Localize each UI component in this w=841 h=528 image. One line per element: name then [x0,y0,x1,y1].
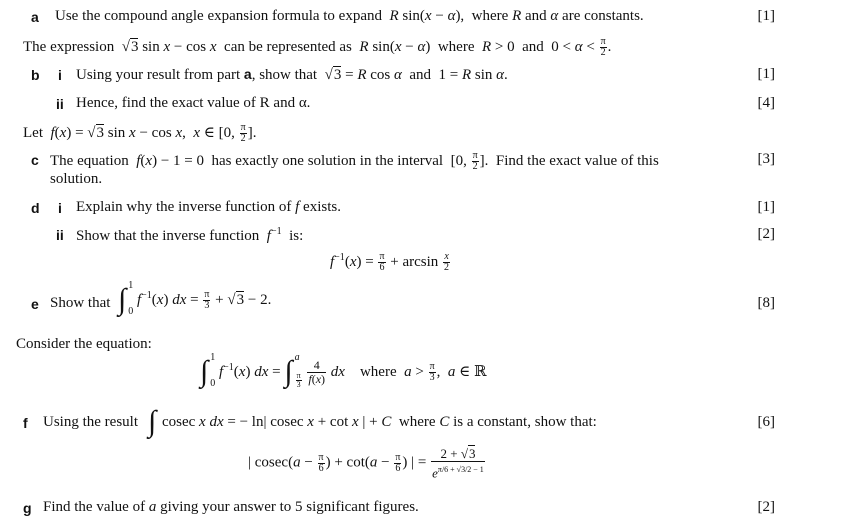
marks: [2] [757,226,775,242]
question-b-i: b i Using your result from part a, show that √3 = R cos α and 1 = R sin α. [1] [31,66,775,83]
marks: [2] [757,499,775,515]
question-label: c [31,152,39,168]
intro-expression: The expression √3 sin x − cos x can be represented as R sin(x − α) where R > 0 and 0 < α < $\frac{\pi}{2}$ . [23,36,612,58]
question-label: b [31,67,40,83]
question-label: f [23,415,28,431]
question-e: e Show that ∫ 1 0 $f^{-1}(x)$ dx = $\frac{\pi}{3}$ + √3 − 2. [8] [31,279,775,317]
subquestion-label: ii [56,96,64,112]
question-label: g [23,500,32,516]
question-g: g Find the value of a giving your answer to 5 significant figures. [2] [23,499,775,516]
question-c: c The equation f(x) − 1 = 0 has exactly one solution in the interval [0, $\frac{\pi}{2}$ ]. Find the exact value of this solution. [3] [31,150,775,187]
subquestion-label: ii [56,227,64,243]
question-d-i: d i Explain why the inverse function of f exists. [1] [31,199,775,216]
question-text-continued: solution. [50,171,103,187]
subquestion-label: i [58,200,62,216]
intro-function: Let f(x) = √3 sin x − cos x, x ∈ [0, $\frac{\pi}{2}$ ]. [23,122,257,145]
cosec-cot-formula: | cosec(a − $\frac{\pi}{6}$ ) + cot(a − $\frac{\pi}{6}$ ) | = $\frac{2 + √3}{e^{\pi/6 + √3/2 - 1}}$ [248,446,484,481]
question-label: d [31,200,40,216]
marks: [3] [757,151,775,167]
question-f: f Using the result ∫ cosec x dx = − ln| cosec x + cot x | + C where C is a constant, show that: [6] [23,405,775,438]
consider-label: Consider the equation: [16,336,152,352]
marks: [8] [757,295,775,311]
marks: [4] [757,95,775,111]
question-a [0,8,841,28]
question-label: a [31,9,39,25]
question-label: e [31,296,39,312]
marks: [1] [757,8,775,24]
question-text: Hence, find the exact value of R and α. [76,95,311,111]
question-d-ii: ii Show that the inverse function $f^{-1}$ is: [2] [56,226,775,244]
question-b-ii [0,95,841,115]
subquestion-label: i [58,67,62,83]
marks: [6] [757,414,775,430]
marks: [1] [757,199,775,215]
inverse-function-formula: $f^{-1}(x)$ = $\frac{\pi}{6}$ + arcsin $\frac{x}{2}$ [330,251,450,274]
marks: [1] [757,66,775,82]
integral-equation: ∫ 1 0 $f^{-1}(x)$ dx = ∫ a $\frac{\pi}{3}$ $\frac{4}{f(x)}$ dx where a > $\frac{\pi}{3}$ , a ∈ ℝ [200,351,487,390]
question-text: Use the compound angle expansion formula to expand R sin(x − α), where R and α are constants. [55,8,644,24]
